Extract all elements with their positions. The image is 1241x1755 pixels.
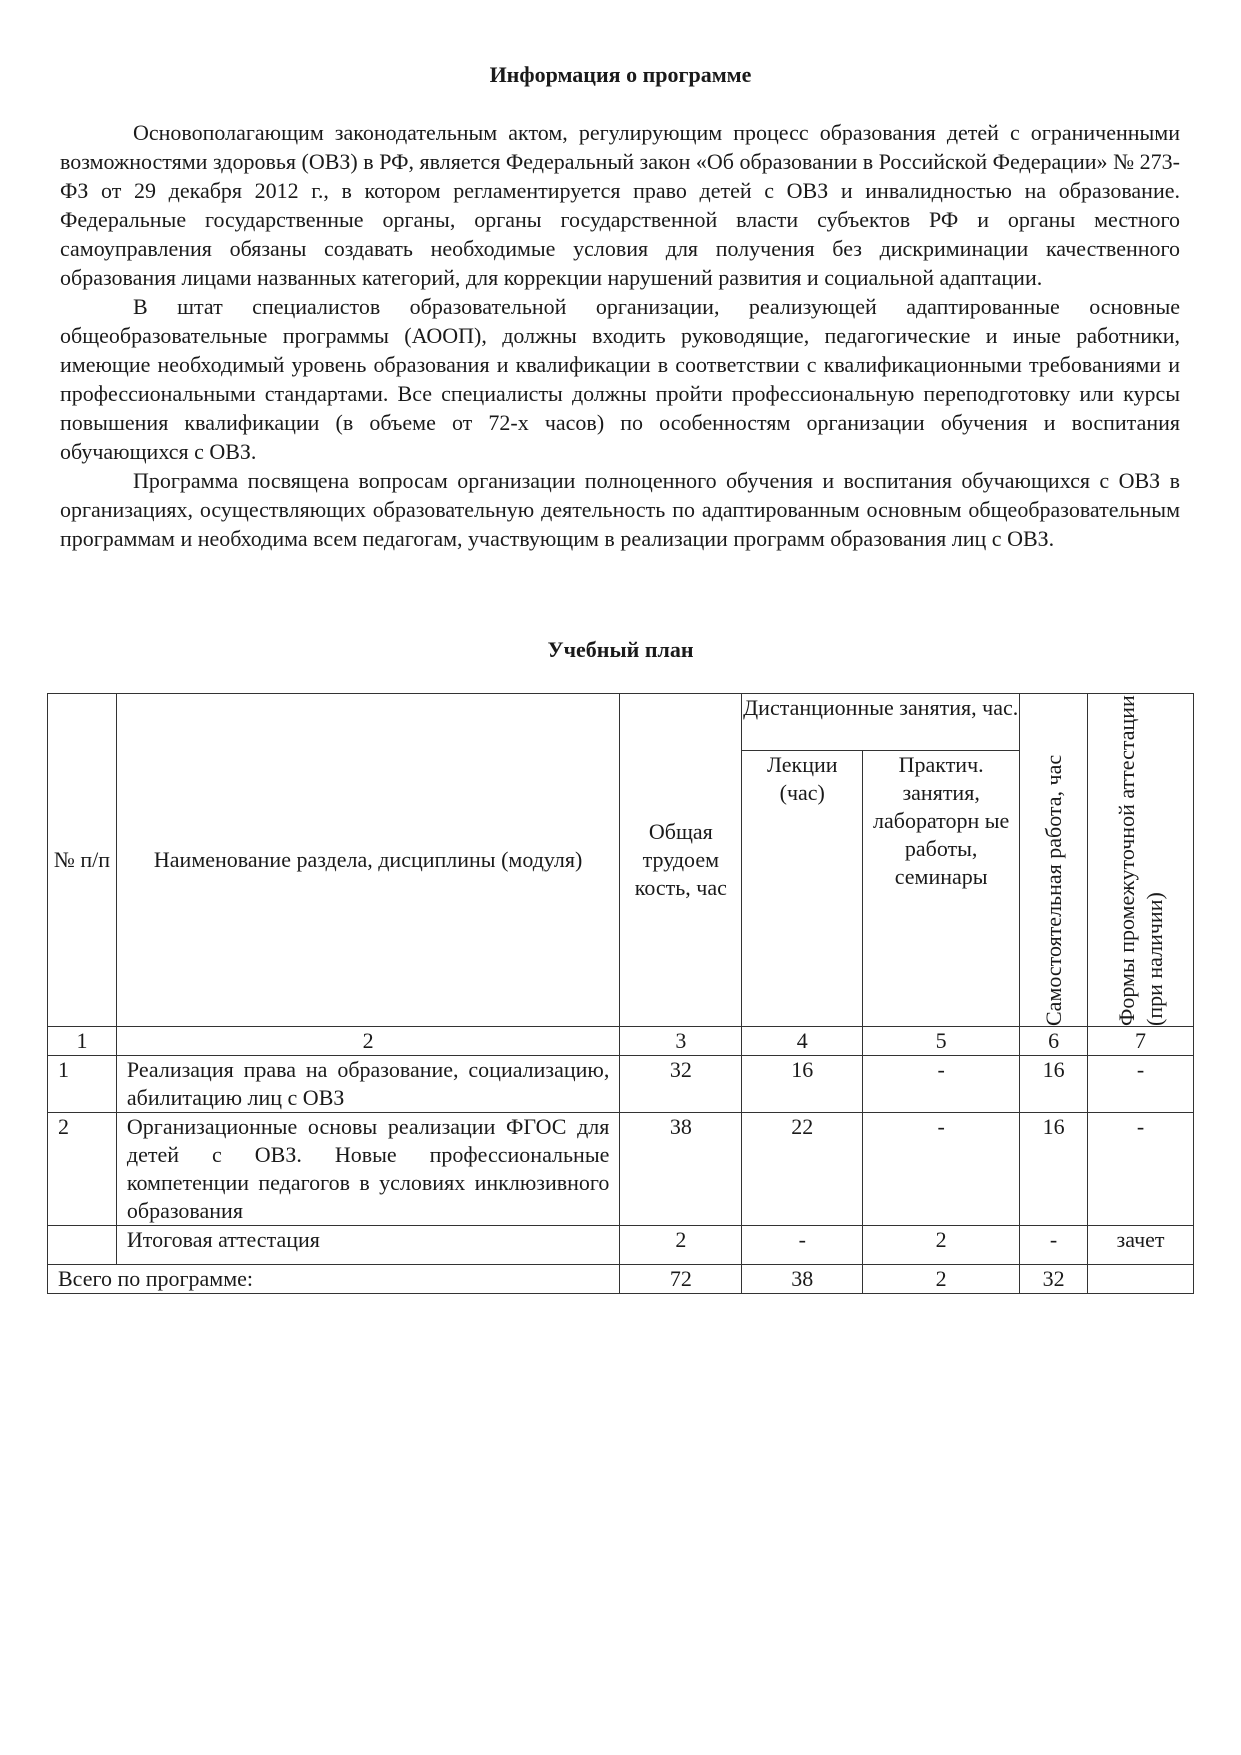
column-number: 7: [1088, 1027, 1194, 1056]
column-number-row: [48, 1027, 1194, 1056]
header-self-work-cell: [1020, 694, 1088, 1027]
table-row: [48, 1226, 1194, 1265]
row-name: Реализация права на образование, социализацию, абилитацию лиц с ОВЗ: [116, 1056, 619, 1113]
info-text: [60, 118, 1180, 553]
row-lectures: -: [742, 1226, 863, 1265]
total-hours: 72: [620, 1265, 742, 1294]
row-num: 1: [48, 1056, 117, 1113]
header-lectures: Лекции (час): [742, 751, 863, 1027]
row-forms: -: [1088, 1056, 1194, 1113]
row-lectures: 22: [742, 1113, 863, 1226]
column-number: 6: [1020, 1027, 1088, 1056]
row-total: 2: [620, 1226, 742, 1265]
total-forms: [1088, 1265, 1194, 1294]
row-practice: 2: [863, 1226, 1020, 1265]
total-label: Всего по программе:: [48, 1265, 620, 1294]
plan-title: Учебный план: [547, 637, 694, 662]
row-self-work: -: [1020, 1226, 1088, 1265]
row-self-work: 16: [1020, 1056, 1088, 1113]
table-row: [48, 1056, 1194, 1113]
table-row: [48, 1113, 1194, 1226]
info-title: Информация о программе: [489, 62, 752, 87]
row-name: Итоговая аттестация: [116, 1226, 619, 1265]
header-num: № п/п: [48, 694, 117, 1027]
total-row: [48, 1265, 1194, 1294]
paragraph-2: В штат специалистов образовательной организации, реализующей адаптированные основные общеобразовательные программы (АООП), должны входить руководящие, педагогические и иные работники, имеющие необходимый уровень образования и квалификации в соответствии с квалификационными требованиями и профессиональными стандартами. Все специалисты должны пройти профессиональную переподготовку или курсы повышения квалификации (в объеме от 72-х часов) по особенностям организации обучения и воспитания обучающихся с ОВЗ.: [60, 294, 1180, 464]
column-number: 4: [742, 1027, 863, 1056]
header-self-work: Самостоятельная работа, час: [1040, 754, 1066, 1026]
column-number: 2: [116, 1027, 619, 1056]
row-self-work: 16: [1020, 1113, 1088, 1226]
row-num: [48, 1226, 117, 1265]
total-self-work: 32: [1020, 1265, 1088, 1294]
row-total: 32: [620, 1056, 742, 1113]
column-number: 3: [620, 1027, 742, 1056]
row-name: Организационные основы реализации ФГОС для детей с ОВЗ. Новые профессиональные компетенции педагогов в условиях инклюзивного образования: [116, 1113, 619, 1226]
header-name: Наименование раздела, дисциплины (модуля): [116, 694, 619, 1027]
column-number: 1: [48, 1027, 117, 1056]
row-practice: -: [863, 1056, 1020, 1113]
header-distance: Дистанционные занятия, час.: [742, 694, 1020, 751]
total-lectures: 38: [742, 1265, 863, 1294]
header-forms-cell: [1088, 694, 1194, 1027]
header-total: Общая трудоем кость, час: [620, 694, 742, 1027]
total-practice: 2: [863, 1265, 1020, 1294]
column-number: 5: [863, 1027, 1020, 1056]
row-lectures: 16: [742, 1056, 863, 1113]
row-forms: зачет: [1088, 1226, 1194, 1265]
row-practice: -: [863, 1113, 1020, 1226]
row-forms: -: [1088, 1113, 1194, 1226]
row-num: 2: [48, 1113, 117, 1226]
header-forms: Формы промежуточной аттестации (при наличии): [1113, 695, 1167, 1026]
header-practice: Практич. занятия, лабораторн ые работы, семинары: [863, 751, 1020, 1027]
curriculum-table: [47, 693, 1194, 1294]
row-total: 38: [620, 1113, 742, 1226]
paragraph-3: Программа посвящена вопросам организации полноценного обучения и воспитания обучающихся с ОВЗ в организациях, осуществляющих образовательную деятельность по адаптированным основным общеобразовательным программам и необходима всем педагогам, участвующим в реализации программ образования лиц с ОВЗ.: [60, 468, 1180, 551]
paragraph-1: Основополагающим законодательным актом, регулирующим процесс образования детей с ограниченными возможностями здоровья (ОВЗ) в РФ, является Федеральный закон «Об образовании в Российской Федерации» № 273-ФЗ от 29 декабря 2012 г., в котором регламентируется право детей с ОВЗ и инвалидностью на образование. Федеральные государственные органы, органы государственной власти субъектов РФ и органы местного самоуправления обязаны создавать необходимые условия для получения без дискриминации качественного образования лицами названных категорий, для коррекции нарушений развития и социальной адаптации.: [60, 120, 1180, 290]
